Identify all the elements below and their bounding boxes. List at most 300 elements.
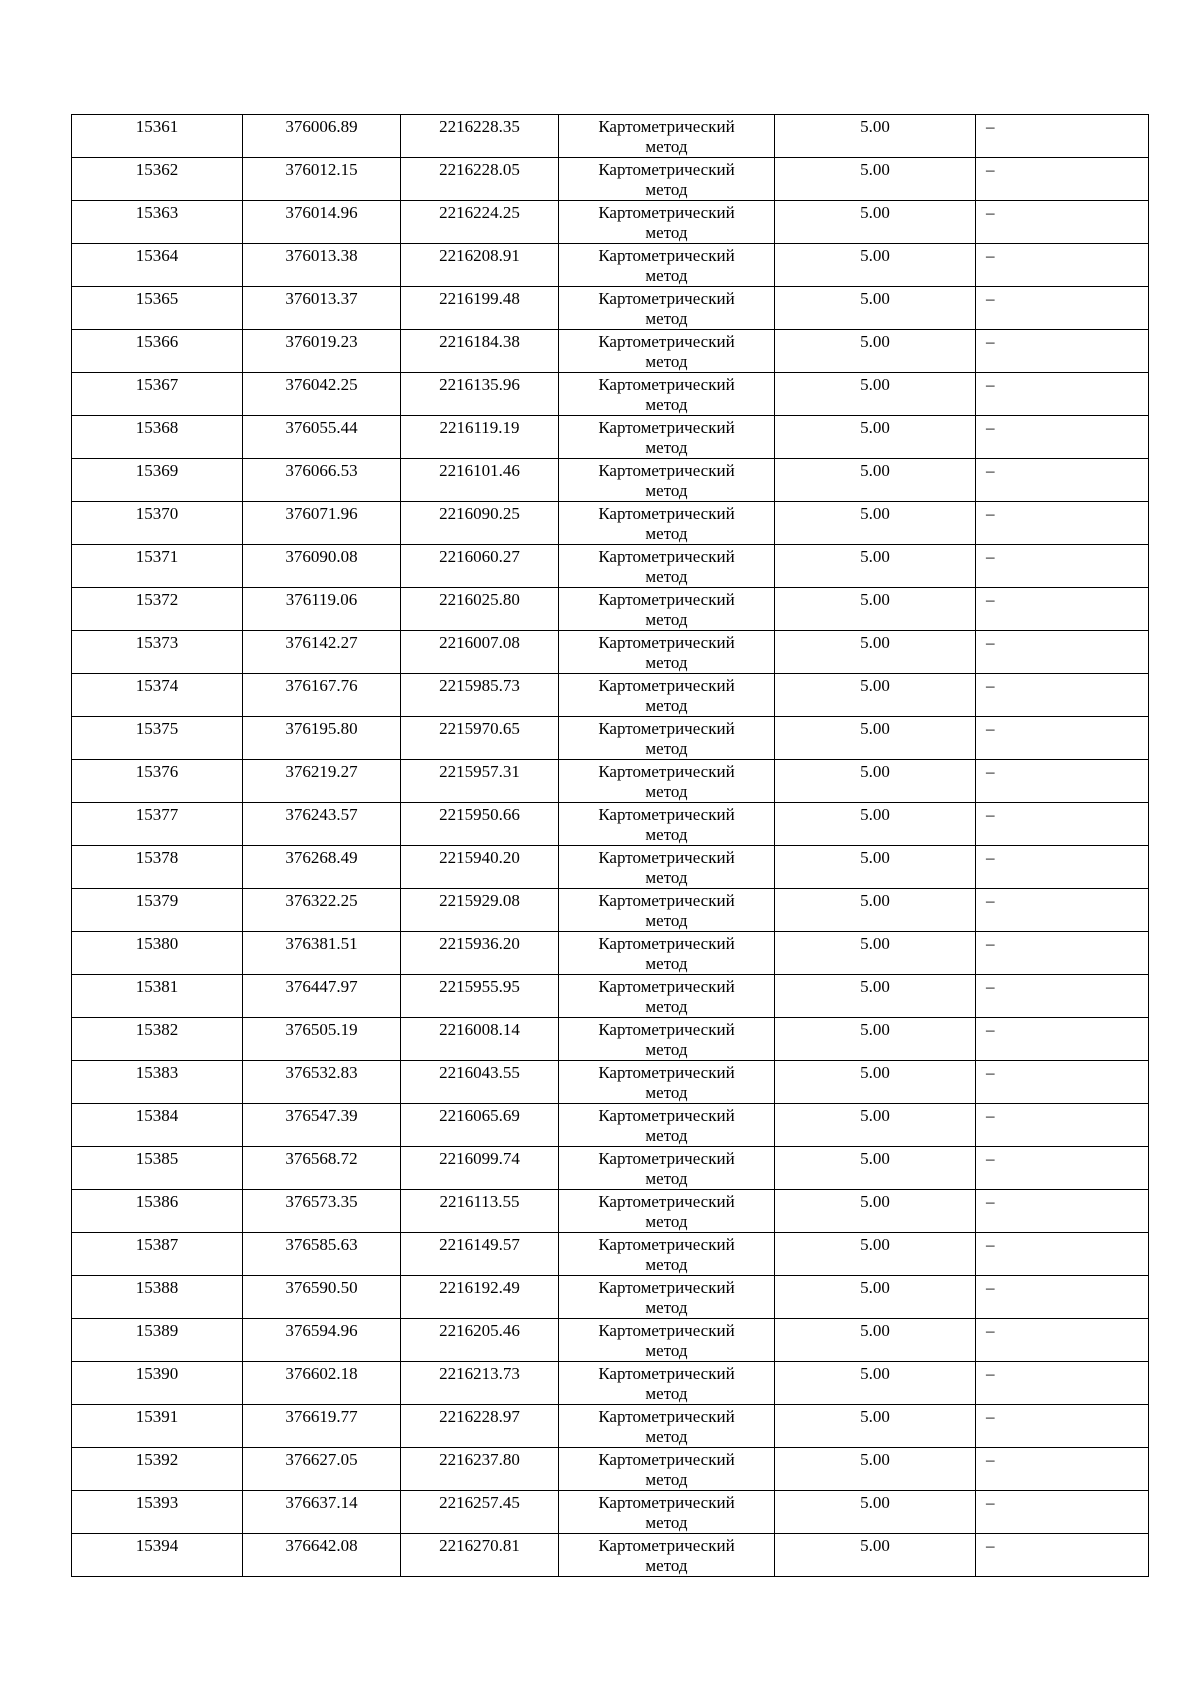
accuracy-cell: 5.00	[775, 330, 976, 373]
method-text-line1: Картометрический	[598, 1493, 735, 1512]
method-cell	[559, 588, 775, 631]
method-text-line2: метод	[645, 1470, 688, 1489]
x-coordinate-cell: 376547.39	[243, 1104, 401, 1147]
y-coordinate-cell: 2215957.31	[401, 760, 559, 803]
note-cell: –	[976, 1233, 1149, 1276]
x-coordinate-cell: 376381.51	[243, 932, 401, 975]
method-cell	[559, 287, 775, 330]
accuracy-cell: 5.00	[775, 631, 976, 674]
method-text-line1: Картометрический	[598, 719, 735, 738]
x-coordinate-cell: 376573.35	[243, 1190, 401, 1233]
y-coordinate-cell: 2215970.65	[401, 717, 559, 760]
note-cell: –	[976, 1018, 1149, 1061]
table-row	[72, 416, 1149, 459]
y-coordinate-cell: 2216025.80	[401, 588, 559, 631]
point-number-cell: 15394	[72, 1534, 243, 1577]
method-text-line2: метод	[645, 180, 688, 199]
accuracy-cell: 5.00	[775, 1534, 976, 1577]
accuracy-cell: 5.00	[775, 760, 976, 803]
table-row	[72, 158, 1149, 201]
point-number-cell: 15368	[72, 416, 243, 459]
method-text-line1: Картометрический	[598, 1063, 735, 1082]
point-number-cell: 15390	[72, 1362, 243, 1405]
method-text-line2: метод	[645, 1169, 688, 1188]
method-text-line1: Картометрический	[598, 289, 735, 308]
accuracy-cell: 5.00	[775, 1233, 976, 1276]
y-coordinate-cell: 2215940.20	[401, 846, 559, 889]
table-row	[72, 502, 1149, 545]
note-cell: –	[976, 803, 1149, 846]
accuracy-cell: 5.00	[775, 588, 976, 631]
y-coordinate-cell: 2216213.73	[401, 1362, 559, 1405]
x-coordinate-cell: 376568.72	[243, 1147, 401, 1190]
point-number-cell: 15365	[72, 287, 243, 330]
method-text-line2: метод	[645, 1040, 688, 1059]
method-text-line1: Картометрический	[598, 246, 735, 265]
method-text-line1: Картометрический	[598, 1450, 735, 1469]
x-coordinate-cell: 376167.76	[243, 674, 401, 717]
accuracy-cell: 5.00	[775, 373, 976, 416]
method-text-line1: Картометрический	[598, 504, 735, 523]
y-coordinate-cell: 2216228.97	[401, 1405, 559, 1448]
table-row	[72, 115, 1149, 158]
table-row	[72, 1018, 1149, 1061]
y-coordinate-cell: 2216008.14	[401, 1018, 559, 1061]
table-row	[72, 545, 1149, 588]
note-cell: –	[976, 1276, 1149, 1319]
method-text-line2: метод	[645, 825, 688, 844]
accuracy-cell: 5.00	[775, 545, 976, 588]
y-coordinate-cell: 2216149.57	[401, 1233, 559, 1276]
note-cell: –	[976, 373, 1149, 416]
y-coordinate-cell: 2216184.38	[401, 330, 559, 373]
x-coordinate-cell: 376013.38	[243, 244, 401, 287]
method-text-line2: метод	[645, 309, 688, 328]
x-coordinate-cell: 376055.44	[243, 416, 401, 459]
table-row	[72, 803, 1149, 846]
note-cell: –	[976, 889, 1149, 932]
x-coordinate-cell: 376602.18	[243, 1362, 401, 1405]
method-cell	[559, 760, 775, 803]
table-row	[72, 1491, 1149, 1534]
table-row	[72, 1233, 1149, 1276]
method-text-line2: метод	[645, 481, 688, 500]
coordinates-table-body	[72, 115, 1149, 1577]
method-text-line1: Картометрический	[598, 375, 735, 394]
method-text-line1: Картометрический	[598, 934, 735, 953]
note-cell: –	[976, 244, 1149, 287]
method-text-line1: Картометрический	[598, 1407, 735, 1426]
y-coordinate-cell: 2215985.73	[401, 674, 559, 717]
method-cell	[559, 1061, 775, 1104]
accuracy-cell: 5.00	[775, 1276, 976, 1319]
accuracy-cell: 5.00	[775, 1018, 976, 1061]
table-row	[72, 244, 1149, 287]
note-cell: –	[976, 588, 1149, 631]
note-cell: –	[976, 1448, 1149, 1491]
accuracy-cell: 5.00	[775, 1190, 976, 1233]
point-number-cell: 15372	[72, 588, 243, 631]
x-coordinate-cell: 376013.37	[243, 287, 401, 330]
accuracy-cell: 5.00	[775, 287, 976, 330]
method-text-line2: метод	[645, 1556, 688, 1575]
table-row	[72, 631, 1149, 674]
note-cell: –	[976, 201, 1149, 244]
method-text-line1: Картометрический	[598, 547, 735, 566]
y-coordinate-cell: 2216228.05	[401, 158, 559, 201]
point-number-cell: 15376	[72, 760, 243, 803]
point-number-cell: 15369	[72, 459, 243, 502]
method-cell	[559, 975, 775, 1018]
method-text-line1: Картометрический	[598, 117, 735, 136]
accuracy-cell: 5.00	[775, 201, 976, 244]
table-row	[72, 846, 1149, 889]
point-number-cell: 15364	[72, 244, 243, 287]
method-cell	[559, 459, 775, 502]
method-cell	[559, 1405, 775, 1448]
table-row	[72, 1147, 1149, 1190]
table-row	[72, 1061, 1149, 1104]
table-row	[72, 1405, 1149, 1448]
point-number-cell: 15375	[72, 717, 243, 760]
point-number-cell: 15373	[72, 631, 243, 674]
method-cell	[559, 932, 775, 975]
note-cell: –	[976, 545, 1149, 588]
x-coordinate-cell: 376014.96	[243, 201, 401, 244]
point-number-cell: 15361	[72, 115, 243, 158]
note-cell: –	[976, 1534, 1149, 1577]
y-coordinate-cell: 2216101.46	[401, 459, 559, 502]
method-cell	[559, 373, 775, 416]
y-coordinate-cell: 2216099.74	[401, 1147, 559, 1190]
table-row	[72, 932, 1149, 975]
accuracy-cell: 5.00	[775, 459, 976, 502]
method-text-line2: метод	[645, 997, 688, 1016]
x-coordinate-cell: 376019.23	[243, 330, 401, 373]
point-number-cell: 15378	[72, 846, 243, 889]
accuracy-cell: 5.00	[775, 1362, 976, 1405]
table-row	[72, 1362, 1149, 1405]
y-coordinate-cell: 2216257.45	[401, 1491, 559, 1534]
method-text-line2: метод	[645, 1298, 688, 1317]
method-text-line2: метод	[645, 438, 688, 457]
method-text-line2: метод	[645, 610, 688, 629]
y-coordinate-cell: 2216199.48	[401, 287, 559, 330]
note-cell: –	[976, 1061, 1149, 1104]
point-number-cell: 15383	[72, 1061, 243, 1104]
method-cell	[559, 889, 775, 932]
table-row	[72, 588, 1149, 631]
x-coordinate-cell: 376071.96	[243, 502, 401, 545]
table-row	[72, 330, 1149, 373]
method-text-line1: Картометрический	[598, 590, 735, 609]
method-text-line1: Картометрический	[598, 1536, 735, 1555]
x-coordinate-cell: 376090.08	[243, 545, 401, 588]
y-coordinate-cell: 2216090.25	[401, 502, 559, 545]
y-coordinate-cell: 2216119.19	[401, 416, 559, 459]
point-number-cell: 15380	[72, 932, 243, 975]
method-text-line1: Картометрический	[598, 848, 735, 867]
method-cell	[559, 1491, 775, 1534]
point-number-cell: 15377	[72, 803, 243, 846]
method-text-line2: метод	[645, 868, 688, 887]
method-text-line1: Картометрический	[598, 461, 735, 480]
method-text-line2: метод	[645, 1341, 688, 1360]
method-text-line1: Картометрический	[598, 805, 735, 824]
method-text-line1: Картометрический	[598, 633, 735, 652]
method-cell	[559, 631, 775, 674]
method-text-line2: метод	[645, 1427, 688, 1446]
method-text-line2: метод	[645, 739, 688, 758]
method-text-line2: метод	[645, 782, 688, 801]
point-number-cell: 15381	[72, 975, 243, 1018]
method-cell	[559, 803, 775, 846]
method-text-line1: Картометрический	[598, 1149, 735, 1168]
x-coordinate-cell: 376590.50	[243, 1276, 401, 1319]
y-coordinate-cell: 2216192.49	[401, 1276, 559, 1319]
point-number-cell: 15391	[72, 1405, 243, 1448]
note-cell: –	[976, 674, 1149, 717]
method-text-line1: Картометрический	[598, 1192, 735, 1211]
accuracy-cell: 5.00	[775, 803, 976, 846]
x-coordinate-cell: 376585.63	[243, 1233, 401, 1276]
accuracy-cell: 5.00	[775, 1061, 976, 1104]
point-number-cell: 15362	[72, 158, 243, 201]
table-row	[72, 674, 1149, 717]
coordinates-table	[71, 114, 1149, 1577]
point-number-cell: 15384	[72, 1104, 243, 1147]
x-coordinate-cell: 376532.83	[243, 1061, 401, 1104]
note-cell: –	[976, 1491, 1149, 1534]
method-text-line1: Картометрический	[598, 762, 735, 781]
note-cell: –	[976, 717, 1149, 760]
table-row	[72, 1276, 1149, 1319]
note-cell: –	[976, 975, 1149, 1018]
accuracy-cell: 5.00	[775, 1319, 976, 1362]
point-number-cell: 15387	[72, 1233, 243, 1276]
method-cell	[559, 1233, 775, 1276]
x-coordinate-cell: 376447.97	[243, 975, 401, 1018]
x-coordinate-cell: 376268.49	[243, 846, 401, 889]
note-cell: –	[976, 1147, 1149, 1190]
table-row	[72, 717, 1149, 760]
point-number-cell: 15385	[72, 1147, 243, 1190]
method-text-line1: Картометрический	[598, 1278, 735, 1297]
method-cell	[559, 1018, 775, 1061]
method-cell	[559, 416, 775, 459]
method-text-line1: Картометрический	[598, 1364, 735, 1383]
accuracy-cell: 5.00	[775, 846, 976, 889]
x-coordinate-cell: 376042.25	[243, 373, 401, 416]
accuracy-cell: 5.00	[775, 502, 976, 545]
table-row	[72, 1534, 1149, 1577]
method-text-line2: метод	[645, 567, 688, 586]
y-coordinate-cell: 2216043.55	[401, 1061, 559, 1104]
point-number-cell: 15392	[72, 1448, 243, 1491]
point-number-cell: 15393	[72, 1491, 243, 1534]
method-cell	[559, 201, 775, 244]
accuracy-cell: 5.00	[775, 115, 976, 158]
accuracy-cell: 5.00	[775, 889, 976, 932]
y-coordinate-cell: 2215950.66	[401, 803, 559, 846]
note-cell: –	[976, 1405, 1149, 1448]
table-row	[72, 975, 1149, 1018]
point-number-cell: 15379	[72, 889, 243, 932]
y-coordinate-cell: 2215936.20	[401, 932, 559, 975]
method-text-line1: Картометрический	[598, 676, 735, 695]
method-cell	[559, 244, 775, 287]
method-text-line1: Картометрический	[598, 160, 735, 179]
accuracy-cell: 5.00	[775, 1104, 976, 1147]
method-cell	[559, 674, 775, 717]
accuracy-cell: 5.00	[775, 244, 976, 287]
note-cell: –	[976, 631, 1149, 674]
x-coordinate-cell: 376505.19	[243, 1018, 401, 1061]
x-coordinate-cell: 376006.89	[243, 115, 401, 158]
method-cell	[559, 1190, 775, 1233]
method-cell	[559, 502, 775, 545]
method-text-line2: метод	[645, 1212, 688, 1231]
y-coordinate-cell: 2216135.96	[401, 373, 559, 416]
accuracy-cell: 5.00	[775, 932, 976, 975]
x-coordinate-cell: 376066.53	[243, 459, 401, 502]
y-coordinate-cell: 2216228.35	[401, 115, 559, 158]
y-coordinate-cell: 2216060.27	[401, 545, 559, 588]
method-text-line1: Картометрический	[598, 203, 735, 222]
method-text-line1: Картометрический	[598, 332, 735, 351]
accuracy-cell: 5.00	[775, 674, 976, 717]
x-coordinate-cell: 376243.57	[243, 803, 401, 846]
method-text-line1: Картометрический	[598, 418, 735, 437]
y-coordinate-cell: 2216224.25	[401, 201, 559, 244]
method-text-line2: метод	[645, 1513, 688, 1532]
method-text-line2: метод	[645, 1083, 688, 1102]
point-number-cell: 15371	[72, 545, 243, 588]
method-text-line2: метод	[645, 223, 688, 242]
accuracy-cell: 5.00	[775, 1491, 976, 1534]
accuracy-cell: 5.00	[775, 1448, 976, 1491]
method-text-line2: метод	[645, 954, 688, 973]
accuracy-cell: 5.00	[775, 1147, 976, 1190]
y-coordinate-cell: 2216205.46	[401, 1319, 559, 1362]
method-text-line1: Картометрический	[598, 891, 735, 910]
x-coordinate-cell: 376642.08	[243, 1534, 401, 1577]
table-row	[72, 1190, 1149, 1233]
y-coordinate-cell: 2216113.55	[401, 1190, 559, 1233]
x-coordinate-cell: 376637.14	[243, 1491, 401, 1534]
y-coordinate-cell: 2216237.80	[401, 1448, 559, 1491]
note-cell: –	[976, 846, 1149, 889]
note-cell: –	[976, 158, 1149, 201]
method-cell	[559, 330, 775, 373]
method-text-line1: Картометрический	[598, 1106, 735, 1125]
method-cell	[559, 1534, 775, 1577]
note-cell: –	[976, 760, 1149, 803]
y-coordinate-cell: 2215955.95	[401, 975, 559, 1018]
accuracy-cell: 5.00	[775, 975, 976, 1018]
method-text-line2: метод	[645, 395, 688, 414]
point-number-cell: 15367	[72, 373, 243, 416]
x-coordinate-cell: 376119.06	[243, 588, 401, 631]
method-cell	[559, 1362, 775, 1405]
note-cell: –	[976, 287, 1149, 330]
accuracy-cell: 5.00	[775, 158, 976, 201]
point-number-cell: 15363	[72, 201, 243, 244]
method-cell	[559, 158, 775, 201]
method-cell	[559, 115, 775, 158]
y-coordinate-cell: 2216065.69	[401, 1104, 559, 1147]
method-cell	[559, 1448, 775, 1491]
table-row	[72, 1104, 1149, 1147]
method-text-line2: метод	[645, 911, 688, 930]
x-coordinate-cell: 376219.27	[243, 760, 401, 803]
y-coordinate-cell: 2216270.81	[401, 1534, 559, 1577]
point-number-cell: 15382	[72, 1018, 243, 1061]
note-cell: –	[976, 459, 1149, 502]
method-text-line2: метод	[645, 1384, 688, 1403]
x-coordinate-cell: 376619.77	[243, 1405, 401, 1448]
point-number-cell: 15386	[72, 1190, 243, 1233]
accuracy-cell: 5.00	[775, 1405, 976, 1448]
x-coordinate-cell: 376195.80	[243, 717, 401, 760]
note-cell: –	[976, 1362, 1149, 1405]
x-coordinate-cell: 376594.96	[243, 1319, 401, 1362]
method-cell	[559, 1147, 775, 1190]
table-row	[72, 760, 1149, 803]
x-coordinate-cell: 376627.05	[243, 1448, 401, 1491]
accuracy-cell: 5.00	[775, 416, 976, 459]
point-number-cell: 15388	[72, 1276, 243, 1319]
table-row	[72, 287, 1149, 330]
note-cell: –	[976, 416, 1149, 459]
method-text-line2: метод	[645, 266, 688, 285]
table-row	[72, 1319, 1149, 1362]
x-coordinate-cell: 376142.27	[243, 631, 401, 674]
method-text-line2: метод	[645, 352, 688, 371]
note-cell: –	[976, 502, 1149, 545]
note-cell: –	[976, 330, 1149, 373]
method-text-line1: Картометрический	[598, 977, 735, 996]
method-cell	[559, 545, 775, 588]
table-row	[72, 1448, 1149, 1491]
point-number-cell: 15374	[72, 674, 243, 717]
method-cell	[559, 1104, 775, 1147]
note-cell: –	[976, 1190, 1149, 1233]
accuracy-cell: 5.00	[775, 717, 976, 760]
method-text-line2: метод	[645, 524, 688, 543]
method-text-line2: метод	[645, 696, 688, 715]
method-text-line1: Картометрический	[598, 1321, 735, 1340]
method-text-line2: метод	[645, 1255, 688, 1274]
y-coordinate-cell: 2215929.08	[401, 889, 559, 932]
method-cell	[559, 717, 775, 760]
method-text-line1: Картометрический	[598, 1020, 735, 1039]
method-cell	[559, 1276, 775, 1319]
table-row	[72, 889, 1149, 932]
method-text-line2: метод	[645, 653, 688, 672]
y-coordinate-cell: 2216007.08	[401, 631, 559, 674]
x-coordinate-cell: 376012.15	[243, 158, 401, 201]
x-coordinate-cell: 376322.25	[243, 889, 401, 932]
note-cell: –	[976, 1104, 1149, 1147]
method-cell	[559, 846, 775, 889]
method-text-line2: метод	[645, 137, 688, 156]
note-cell: –	[976, 932, 1149, 975]
note-cell: –	[976, 1319, 1149, 1362]
table-row	[72, 459, 1149, 502]
table-row	[72, 373, 1149, 416]
table-row	[72, 201, 1149, 244]
